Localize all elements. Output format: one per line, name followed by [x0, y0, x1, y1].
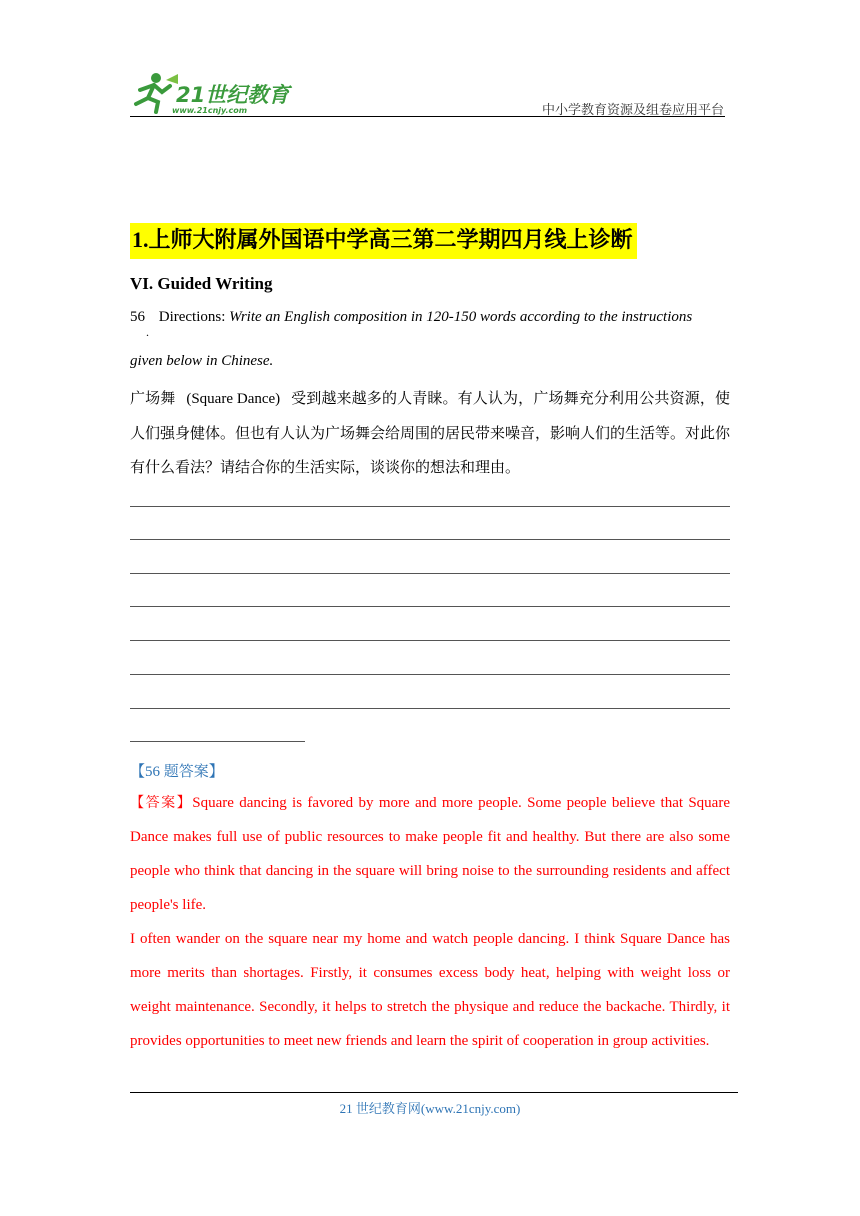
directions-line	[130, 309, 692, 326]
footer-divider	[130, 1092, 738, 1093]
section-title: 1.上师大附属外国语中学高三第二学期四月线上诊断	[130, 223, 637, 259]
sub-title: VI. Guided Writing	[130, 274, 273, 293]
writing-prompt	[130, 381, 730, 484]
writing-line[interactable]	[130, 674, 730, 675]
writing-line[interactable]	[130, 708, 730, 709]
directions-label: Directions:	[158, 309, 226, 325]
answer-text-1: Square dancing is favored by more and more people. Some people believe that Square Dance makes full use of public resources to make people fit and healthy. But there are also some people who think that dancing in the square will bring noise to the surrounding residents and affect people's life.	[130, 795, 730, 913]
question-number: 56	[130, 309, 145, 325]
svg-text:21世纪教育: 21世纪教育	[176, 83, 290, 107]
directions-continued: given below in Chinese.	[130, 353, 274, 369]
prompt-part2: (Square Dance)	[186, 391, 281, 407]
answer-paragraph: I often wander on the square near my home and watch people dancing. I think Square Dance has more merits than shortages. Firstly, it consumes excess body heat, helping with weight loss or weight maintenance. Secondly, it helps to stretch the physique and reduce the backache. Thirdly, it provides opportunities to meet new friends and learn the spirit of cooperation in group activities.	[130, 931, 730, 1049]
writing-line[interactable]	[130, 640, 730, 641]
logo	[126, 70, 296, 116]
header-platform-text: 中小学教育资源及组卷应用平台	[541, 102, 724, 117]
answer-heading: 【56 题答案】	[130, 764, 224, 780]
svg-text:www.21cnjy.com: www.21cnjy.com	[172, 106, 248, 115]
directions-text: Write an English composition in 120-150 words according to the instructions	[229, 309, 693, 325]
prompt-part3: 受到越来越多的人青睐。有人认为，广场舞充分利用公共资源，使人们强身健体。但也有人认为广场舞会给周围的居民带来噪音，影响人们的生活等。对此你有什么看法？请结合你的生活实际，谈谈你的想法和理由。	[130, 389, 731, 476]
footer-text: 21 世纪教育网(www.21cnjy.com)	[339, 1101, 521, 1116]
writing-line[interactable]	[130, 506, 730, 507]
writing-line[interactable]	[130, 741, 305, 742]
answer-paragraph	[130, 786, 730, 922]
header-divider	[130, 116, 725, 117]
question-dot: .	[146, 325, 149, 339]
answer-body	[130, 786, 730, 1058]
answer-label: 【答案】	[130, 795, 193, 811]
writing-line[interactable]	[130, 539, 730, 540]
prompt-part1: 广场舞	[130, 389, 176, 407]
writing-line[interactable]	[130, 573, 730, 574]
writing-line[interactable]	[130, 606, 730, 607]
